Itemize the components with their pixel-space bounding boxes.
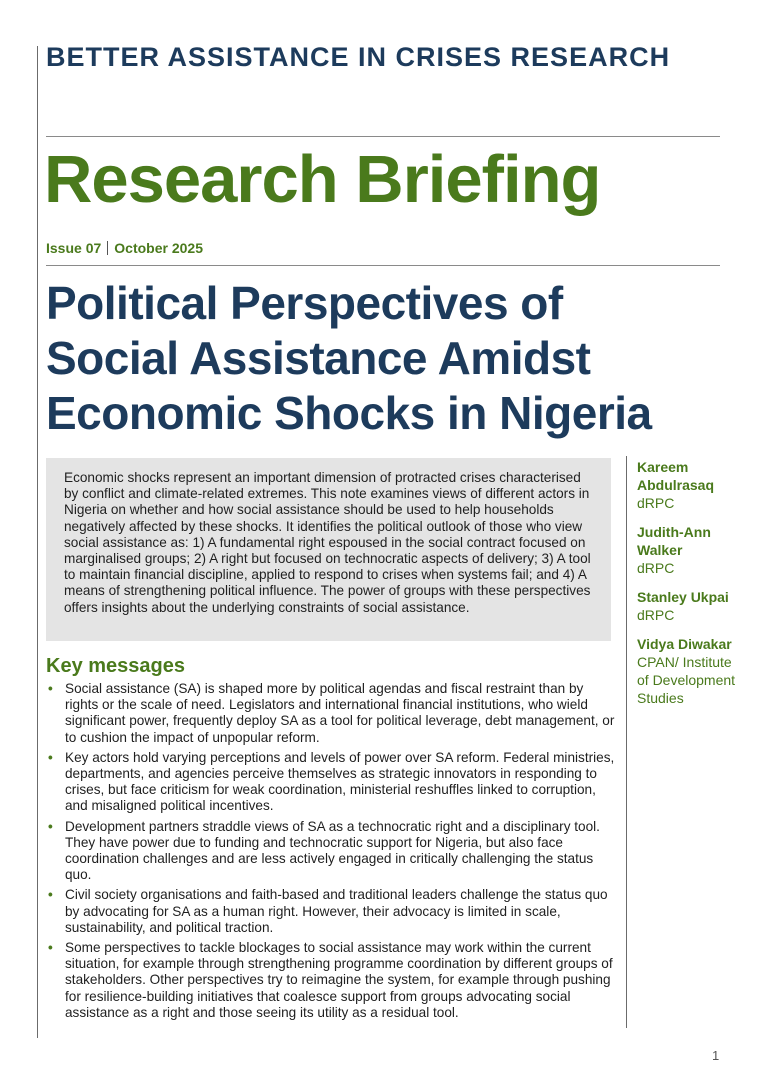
- summary-box: [46, 458, 611, 641]
- bullet-icon: •: [48, 749, 53, 765]
- bullet-icon: •: [48, 887, 53, 903]
- header-divider-top: [46, 136, 720, 137]
- author-entry: [637, 458, 737, 512]
- authors-list: [637, 458, 737, 718]
- list-item: [46, 750, 616, 815]
- title-line: Economic Shocks in Nigeria: [46, 387, 652, 439]
- list-item-text: Civil society organisations and faith-based and traditional leaders challenge the status quo by advocating for SA as a human right. However, their advocacy is limited in scale, sustainability, and political traction.: [65, 887, 608, 935]
- list-item-text: Development partners straddle views of SA as a technocratic right and a disciplinary tool. They have power due to funding and technocratic support for Nigeria, but also face coordination challenges and are less actively engaged in critically challenging the status quo.: [65, 818, 600, 883]
- author-affiliation: dRPC: [637, 607, 675, 623]
- page-number: 1: [712, 1048, 720, 1063]
- title-line: Political Perspectives of: [46, 277, 563, 329]
- author-affiliation: dRPC: [637, 560, 675, 576]
- series-title: BETTER ASSISTANCE IN CRISES RESEARCH: [46, 42, 671, 72]
- issue-separator: [107, 241, 108, 255]
- author-name: Vidya Diwakar: [637, 636, 732, 652]
- list-item-text: Key actors hold varying perceptions and levels of power over SA reform. Federal ministries, departments, and agencies perceive themselves as strategic innovators in responding to crises, but face criticism for weak coordination, ministerial reshuffles linked to corruption, and misaligned political incentives.: [65, 749, 615, 814]
- list-item: [46, 681, 616, 746]
- list-item-text: Some perspectives to tackle blockages to social assistance may work within the current situation, for example through strengthening programme coordination by different groups of stakeholders. Other perspectives try to reimagine the system, for example through pushing for resilience-building initiatives that coalesce support from groups advocating social assistance as a right and those seeing its utility as a residual tool.: [65, 940, 613, 1020]
- issue-date: October 2025: [114, 240, 203, 256]
- right-column-rule: [626, 456, 627, 1028]
- issue-line: [46, 240, 203, 256]
- author-entry: [637, 523, 737, 577]
- author-entry: [637, 588, 737, 624]
- author-name: Stanley Ukpai: [637, 589, 729, 605]
- title-line: Social Assistance Amidst: [46, 332, 591, 384]
- key-messages-heading: Key messages: [46, 655, 185, 677]
- bullet-icon: •: [48, 818, 53, 834]
- list-item: [46, 940, 616, 1021]
- key-messages-list: [46, 681, 616, 1025]
- author-affiliation: dRPC: [637, 495, 675, 511]
- header-divider-bottom: [46, 265, 720, 266]
- list-item-text: Social assistance (SA) is shaped more by political agendas and fiscal restraint than by rights or the scale of need. Legislators and international financial institutions, who wield significant power, frequently deploy SA as a tool for political leverage, debt management, or to cushion the impact of unpopular reform.: [65, 681, 615, 745]
- summary-text: Economic shocks represent an important dimension of protracted crises characterised by conflict and climate-related extremes. This note examines views of different actors in Nigeria on whether and how social assistance should be used to help households negatively affected by these shocks. It identifies the political outlook of those who view social assistance as: 1) A fundamental right espoused in the social contract focused on marginalised groups; 2) A right but focused on technocratic aspects of delivery; 3) A tool to maintain financial discipline, applied to respond to crises when systems fail; and 4) A means of strengthening political influence. The power of groups with these perspectives offers insights about the underlying constraints of social assistance.: [64, 470, 591, 615]
- author-entry: [637, 635, 737, 707]
- left-margin-rule: [37, 46, 38, 1038]
- list-item: [46, 819, 616, 884]
- bullet-icon: •: [48, 940, 53, 956]
- document-type-heading: Research Briefing: [44, 142, 601, 217]
- issue-number: Issue 07: [46, 240, 102, 256]
- author-affiliation: CPAN/ Institute of Development Studies: [637, 654, 736, 706]
- list-item: [46, 887, 616, 936]
- author-name: Kareem Abdulrasaq: [637, 459, 715, 493]
- author-name: Judith-Ann Walker: [637, 524, 711, 558]
- bullet-icon: •: [48, 681, 53, 696]
- page-title: [46, 276, 736, 441]
